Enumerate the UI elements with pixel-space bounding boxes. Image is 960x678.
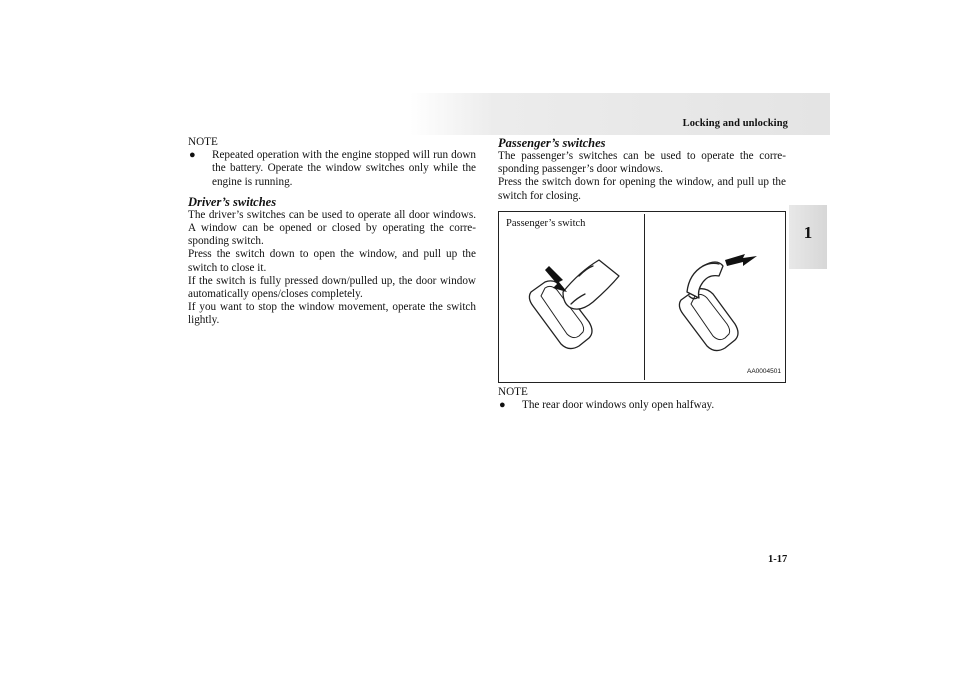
note-text: Repeated operation with the engine stopped will run down the battery. Operate the window switches only while the engine is running. bbox=[212, 149, 476, 188]
figure-code: AA0004501 bbox=[747, 367, 781, 375]
left-column bbox=[188, 136, 476, 328]
note-item bbox=[498, 399, 786, 412]
drivers-switches-heading: Driver’s switches bbox=[188, 194, 277, 209]
note-title: NOTE bbox=[498, 385, 528, 398]
chapter-tab bbox=[789, 205, 827, 269]
paragraph: Press the switch down to open the window, and pull up the switch to close it. bbox=[188, 248, 476, 274]
paragraph: Press the switch down for opening the window, and pull up the switch for closing. bbox=[498, 176, 786, 202]
paragraph: If you want to stop the window movement, operate the switch lightly. bbox=[188, 301, 476, 327]
paragraph: The passenger’s switches can be used to operate the corre-sponding passenger’s door windows. bbox=[498, 150, 786, 176]
figure-divider bbox=[644, 214, 645, 380]
switch-pull-up-illustration bbox=[667, 252, 777, 362]
bullet-icon: ● bbox=[499, 399, 506, 412]
section-title: Locking and unlocking bbox=[682, 118, 788, 129]
switch-press-down-illustration bbox=[519, 252, 629, 362]
bullet-icon: ● bbox=[189, 149, 196, 162]
note-item bbox=[188, 149, 476, 189]
paragraph: If the switch is fully pressed down/pulled up, the door window automatically opens/closes completely. bbox=[188, 274, 476, 301]
passenger-switch-figure bbox=[498, 211, 786, 383]
passengers-switches-heading: Passenger’s switches bbox=[498, 136, 606, 150]
paragraph: The driver’s switches can be used to operate all door windows. A window can be opened or closed by operating the corre-sponding switch. bbox=[188, 208, 476, 248]
figure-label: Passenger’s switch bbox=[506, 217, 586, 229]
note-title: NOTE bbox=[188, 136, 218, 148]
note-text: The rear door windows only open halfway. bbox=[522, 399, 715, 412]
page-number: 1-17 bbox=[768, 554, 788, 565]
right-column bbox=[498, 136, 786, 412]
chapter-tab-label: 1 bbox=[803, 223, 813, 242]
